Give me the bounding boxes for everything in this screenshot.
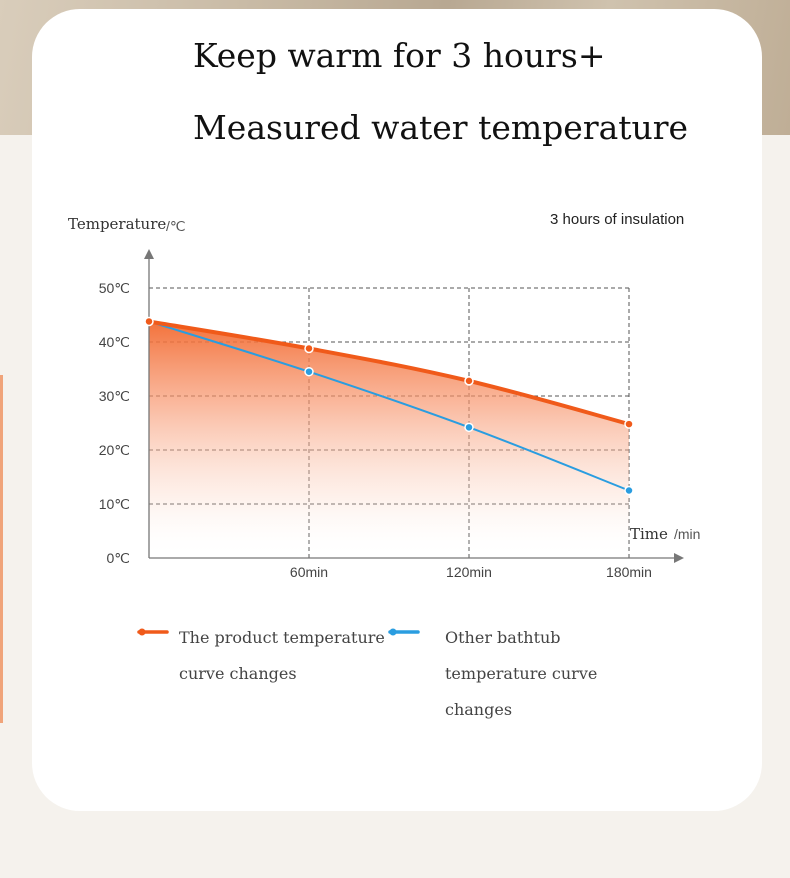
legend-marker-product	[137, 625, 169, 639]
y-axis-label: Temperature	[68, 215, 167, 233]
y-tick-label-20: 20℃	[98, 442, 130, 458]
y-tick-label-50: 50℃	[98, 280, 130, 296]
series-1-point-3	[625, 487, 633, 495]
legend-label-other: Other bathtub temperature curve changes	[445, 628, 598, 719]
series-0-point-2	[465, 377, 473, 385]
x-tick-label-60: 60min	[289, 564, 329, 580]
series-0-point-1	[305, 344, 313, 352]
x-axis-unit: /min	[674, 526, 701, 542]
y-tick-label-10: 10℃	[98, 496, 130, 512]
legend-marker-other	[388, 625, 420, 639]
y-tick-label-40: 40℃	[98, 334, 130, 350]
x-tick-label-180: 180min	[606, 564, 652, 580]
headline-measured-temperature: Measured water temperature	[193, 108, 689, 147]
y-axis-arrow	[144, 249, 154, 259]
y-axis-unit: /℃	[166, 218, 186, 234]
x-axis-arrow	[674, 553, 684, 563]
x-tick-label-120: 120min	[446, 564, 492, 580]
series-0-point-3	[625, 420, 633, 428]
headline-keep-warm: Keep warm for 3 hours+	[193, 36, 606, 75]
series-1-point-2	[465, 423, 473, 431]
y-tick-label-0: 0℃	[106, 550, 130, 566]
x-axis-label: Time	[630, 525, 668, 543]
series-0-point-0	[145, 317, 153, 325]
series-1-point-1	[305, 368, 313, 376]
insulation-note: 3 hours of insulation	[550, 211, 685, 228]
product-area-fill	[149, 321, 629, 558]
legend-label-product: The product temperature curve changes	[179, 628, 385, 683]
y-tick-label-30: 30℃	[98, 388, 130, 404]
